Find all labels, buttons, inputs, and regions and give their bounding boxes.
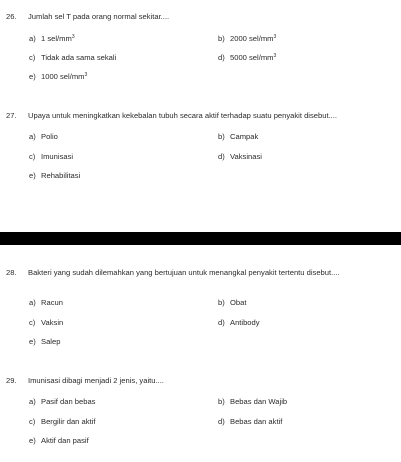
option-superscript: 3 bbox=[84, 72, 88, 78]
option-text: Obat bbox=[230, 298, 247, 307]
option-text: 2000 sel/mm bbox=[230, 34, 274, 43]
question-number: 29. bbox=[6, 376, 17, 385]
option-text: Antibody bbox=[230, 318, 260, 327]
option-text: Bebas dan Wajib bbox=[230, 397, 288, 406]
option-letter: e) bbox=[29, 337, 36, 346]
option-text: 1 sel/mm bbox=[41, 34, 72, 43]
option-letter: b) bbox=[218, 132, 225, 141]
option-a[interactable] bbox=[29, 132, 58, 142]
question-text: Jumlah sel T pada orang normal sekitar.... bbox=[28, 12, 170, 21]
option-e[interactable] bbox=[29, 337, 60, 347]
option-letter: b) bbox=[218, 34, 225, 43]
option-text: Bergilir dan aktif bbox=[41, 417, 96, 426]
option-c[interactable] bbox=[29, 152, 73, 162]
question-stem bbox=[6, 12, 169, 22]
section-divider bbox=[0, 232, 401, 245]
option-letter: e) bbox=[29, 72, 36, 81]
option-d[interactable] bbox=[218, 53, 276, 63]
option-text: Campak bbox=[230, 132, 259, 141]
option-text: Vaksin bbox=[41, 318, 64, 327]
option-d[interactable] bbox=[218, 152, 262, 162]
option-letter: d) bbox=[218, 318, 225, 327]
option-letter: e) bbox=[29, 436, 36, 445]
option-c[interactable] bbox=[29, 318, 63, 328]
option-c[interactable] bbox=[29, 53, 116, 63]
option-letter: c) bbox=[29, 53, 36, 62]
option-e[interactable] bbox=[29, 436, 89, 446]
question-number: 27. bbox=[6, 111, 17, 120]
option-a[interactable] bbox=[29, 397, 95, 407]
option-text: 5000 sel/mm bbox=[230, 53, 274, 62]
option-superscript: 3 bbox=[71, 34, 75, 40]
option-a[interactable] bbox=[29, 298, 63, 308]
option-letter: c) bbox=[29, 152, 36, 161]
question-stem bbox=[6, 376, 164, 386]
option-d[interactable] bbox=[218, 417, 282, 427]
option-letter: a) bbox=[29, 132, 36, 141]
question-text: Bakteri yang sudah dilemahkan yang bertujuan untuk menangkal penyakit tertentu disebut.... bbox=[28, 268, 340, 277]
question-text: Upaya untuk meningkatkan kekebalan tubuh secara aktif terhadap suatu penyakit disebut.... bbox=[28, 111, 338, 120]
question-stem bbox=[6, 268, 340, 278]
question-stem bbox=[6, 111, 337, 121]
option-letter: e) bbox=[29, 171, 36, 180]
option-b[interactable] bbox=[218, 298, 246, 308]
option-text: Polio bbox=[41, 132, 58, 141]
option-a[interactable] bbox=[29, 34, 75, 44]
option-superscript: 3 bbox=[273, 53, 277, 59]
option-letter: b) bbox=[218, 397, 225, 406]
option-letter: a) bbox=[29, 298, 36, 307]
question-number: 26. bbox=[6, 12, 17, 21]
option-text: Rehabilitasi bbox=[41, 171, 81, 180]
option-letter: c) bbox=[29, 417, 36, 426]
option-text: Aktif dan pasif bbox=[41, 436, 89, 445]
option-b[interactable] bbox=[218, 34, 276, 44]
question-text: Imunisasi dibagi menjadi 2 jenis, yaitu.... bbox=[28, 376, 164, 385]
option-b[interactable] bbox=[218, 397, 287, 407]
option-superscript: 3 bbox=[273, 34, 277, 40]
option-e[interactable] bbox=[29, 72, 87, 82]
option-letter: d) bbox=[218, 417, 225, 426]
option-e[interactable] bbox=[29, 171, 80, 181]
option-c[interactable] bbox=[29, 417, 95, 427]
option-text: Vaksinasi bbox=[230, 152, 262, 161]
option-text: Racun bbox=[41, 298, 63, 307]
option-text: Pasif dan bebas bbox=[41, 397, 96, 406]
option-text: Salep bbox=[41, 337, 61, 346]
option-text: Tidak ada sama sekali bbox=[41, 53, 117, 62]
option-letter: a) bbox=[29, 34, 36, 43]
option-letter: c) bbox=[29, 318, 36, 327]
option-letter: b) bbox=[218, 298, 225, 307]
option-d[interactable] bbox=[218, 318, 260, 328]
question-number: 28. bbox=[6, 268, 17, 277]
option-letter: a) bbox=[29, 397, 36, 406]
option-text: Imunisasi bbox=[41, 152, 74, 161]
option-letter: d) bbox=[218, 53, 225, 62]
option-text: Bebas dan aktif bbox=[230, 417, 283, 426]
option-letter: d) bbox=[218, 152, 225, 161]
option-b[interactable] bbox=[218, 132, 258, 142]
option-text: 1000 sel/mm bbox=[41, 72, 85, 81]
